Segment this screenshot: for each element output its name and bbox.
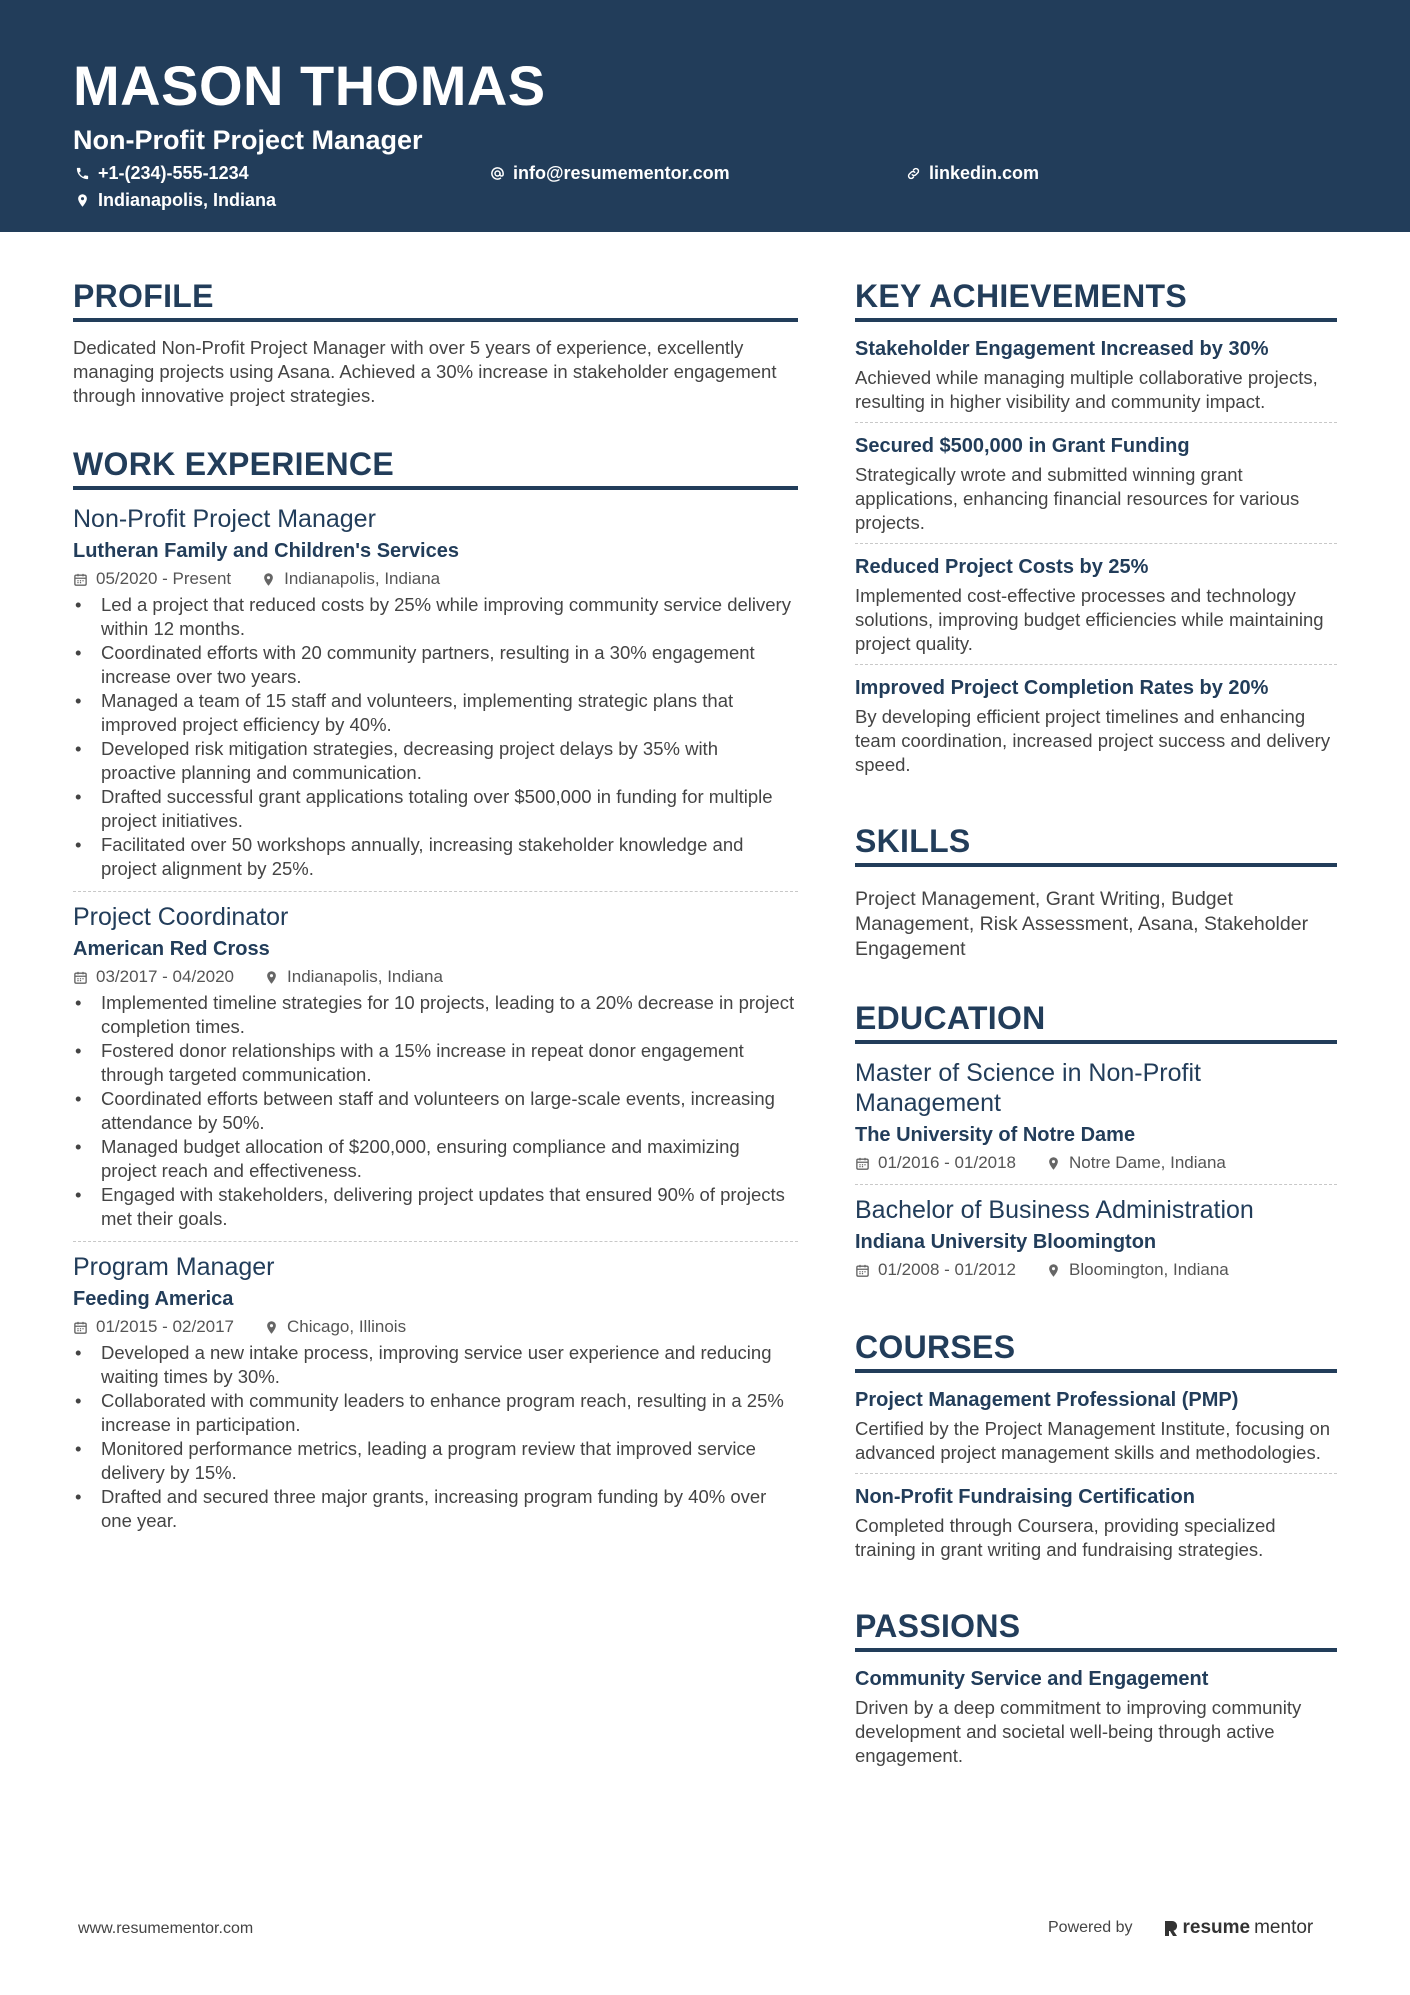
- location-text: Bloomington, Indiana: [1069, 1260, 1229, 1279]
- job-bullet: • Managed budget allocation of $200,000, ensuring compliance and maximizing project reach and effectiveness.: [73, 1135, 798, 1183]
- calendar-icon: [855, 1156, 870, 1171]
- achievements-description: Implemented cost-effective processes and technology solutions, improving budget efficiencies while maintaining project quality.: [855, 585, 1324, 654]
- job-list: [73, 504, 798, 1543]
- location-pin-icon: [1046, 1263, 1061, 1278]
- date-text: 05/2020 - Present: [96, 569, 232, 588]
- email-text[interactable]: info@resumementor.com: [513, 163, 730, 183]
- education-entry: [855, 1195, 1337, 1291]
- job-entry: [73, 504, 798, 892]
- right-column: [855, 280, 1337, 1816]
- date-text: 01/2016 - 01/2018: [878, 1153, 1017, 1172]
- courses-description: Certified by the Project Management Institute, focusing on advanced project management skills and methodologies.: [855, 1418, 1331, 1463]
- section-heading-experience: WORK EXPERIENCE: [73, 448, 798, 490]
- courses-section: [855, 1331, 1337, 1570]
- passion-list: [855, 1666, 1337, 1776]
- section-heading-skills: SKILLS: [855, 825, 1337, 867]
- achievements-entry: [855, 433, 1337, 544]
- location-pin-icon: [1046, 1156, 1061, 1171]
- calendar-icon: [73, 970, 88, 985]
- section-heading-education: EDUCATION: [855, 1002, 1337, 1044]
- achievement-list: [855, 336, 1337, 785]
- passions-section: [855, 1610, 1337, 1776]
- passions-entry: [855, 1666, 1337, 1776]
- date-range: [73, 1316, 234, 1338]
- job-bullet: • Developed risk mitigation strategies, decreasing project delays by 35% with proactive planning and communication.: [73, 737, 798, 785]
- brand-name-bold: resume: [1182, 1917, 1251, 1938]
- achievements-title: Secured $500,000 in Grant Funding: [855, 435, 1190, 457]
- passions-description: Driven by a deep commitment to improving community development and societal well-being through active engagement.: [855, 1697, 1302, 1766]
- date-text: 01/2015 - 02/2017: [96, 1317, 235, 1336]
- school-name: The University of Notre Dame: [855, 1124, 1136, 1146]
- achievements-description: Achieved while managing multiple collaborative projects, resulting in higher visibility and community impact.: [855, 367, 1318, 412]
- date-text: 01/2008 - 01/2012: [878, 1260, 1017, 1279]
- location-text: Indianapolis, Indiana: [284, 569, 441, 588]
- job-bullet: • Managed a team of 15 staff and volunteers, implementing strategic plans that improved project efficiency by 40%.: [73, 689, 798, 737]
- section-heading-passions: PASSIONS: [855, 1610, 1337, 1652]
- job-title: Program Manager: [73, 1253, 275, 1281]
- courses-entry: [855, 1484, 1337, 1570]
- date-range: [855, 1152, 1016, 1174]
- linkedin-text[interactable]: linkedin.com: [929, 163, 1040, 183]
- location-pin-icon: [261, 572, 276, 587]
- entry-location: [1046, 1152, 1226, 1174]
- job-title: Project Coordinator: [73, 903, 289, 931]
- company-name: Lutheran Family and Children's Services: [73, 540, 459, 562]
- job-bullet: • Coordinated efforts with 20 community partners, resulting in a 30% engagement increase over two years.: [73, 641, 798, 689]
- section-heading-courses: COURSES: [855, 1331, 1337, 1373]
- entry-meta: [73, 966, 798, 988]
- location-text: Chicago, Illinois: [287, 1317, 407, 1336]
- job-bullet: • Monitored performance metrics, leading a program review that improved service delivery by 15%.: [73, 1437, 798, 1485]
- profile-text: Dedicated Non-Profit Project Manager with over 5 years of experience, excellently managing projects using Asana. Achieved a 30% increase in stakeholder engagement through innovative project strategies.: [73, 337, 777, 406]
- location-pin-icon: [264, 1320, 279, 1335]
- job-entry: [73, 1252, 798, 1543]
- phone-text: +1-(234)-555-1234: [98, 163, 249, 183]
- location-text: Indianapolis, Indiana: [98, 190, 277, 210]
- entry-meta: [855, 1259, 1337, 1281]
- link-icon: [906, 166, 921, 181]
- section-heading-profile: PROFILE: [73, 280, 798, 322]
- contact-email[interactable]: [490, 164, 730, 182]
- candidate-name: MASON THOMAS: [73, 54, 546, 117]
- date-range: [73, 966, 234, 988]
- job-bullet: • Fostered donor relationships with a 15% increase in repeat donor engagement through targeted communication.: [73, 1039, 798, 1087]
- company-name: American Red Cross: [73, 938, 270, 960]
- achievements-title: Reduced Project Costs by 25%: [855, 556, 1149, 578]
- entry-location: [1046, 1259, 1229, 1281]
- entry-meta: [73, 1316, 798, 1338]
- achievements-entry: [855, 675, 1337, 785]
- courses-title: Project Management Professional (PMP): [855, 1389, 1239, 1411]
- course-list: [855, 1387, 1337, 1570]
- achievements-entry: [855, 554, 1337, 665]
- job-bullet: • Implemented timeline strategies for 10 projects, leading to a 20% decrease in project completion times.: [73, 991, 798, 1039]
- job-bullet: • Led a project that reduced costs by 25% while improving community service delivery within 12 months.: [73, 593, 798, 641]
- date-range: [73, 568, 231, 590]
- entry-location: [264, 966, 443, 988]
- education-entry: [855, 1058, 1337, 1185]
- calendar-icon: [73, 572, 88, 587]
- entry-location: [261, 568, 440, 590]
- entry-meta: [73, 568, 798, 590]
- calendar-icon: [855, 1263, 870, 1278]
- job-bullet: • Drafted successful grant applications totaling over $500,000 in funding for multiple project initiatives.: [73, 785, 798, 833]
- job-bullets: [73, 991, 798, 1231]
- entry-location: [264, 1316, 406, 1338]
- courses-title: Non-Profit Fundraising Certification: [855, 1486, 1195, 1508]
- powered-by-text: Powered by: [1048, 1919, 1133, 1936]
- passions-title: Community Service and Engagement: [855, 1668, 1209, 1690]
- experience-section: [73, 448, 798, 1543]
- section-heading-achievements: KEY ACHIEVEMENTS: [855, 280, 1337, 322]
- education-list: [855, 1058, 1337, 1291]
- achievements-section: [855, 280, 1337, 785]
- courses-description: Completed through Coursera, providing specialized training in grant writing and fundraising strategies.: [855, 1515, 1276, 1560]
- location-text: Notre Dame, Indiana: [1069, 1153, 1226, 1172]
- courses-entry: [855, 1387, 1337, 1474]
- achievements-entry: [855, 336, 1337, 423]
- education-section: [855, 1002, 1337, 1291]
- job-bullet: • Developed a new intake process, improving service user experience and reducing waiting times by 30%.: [73, 1341, 798, 1389]
- job-bullet: • Drafted and secured three major grants, increasing program funding by 40% over one year.: [73, 1485, 798, 1533]
- achievements-description: By developing efficient project timelines and enhancing team coordination, increased project success and delivery speed.: [855, 706, 1331, 775]
- degree-name: Bachelor of Business Administration: [855, 1196, 1254, 1224]
- location-pin-icon: [75, 193, 90, 208]
- entry-meta: [855, 1152, 1337, 1174]
- job-bullet: • Coordinated efforts between staff and volunteers on large-scale events, increasing attendance by 50%.: [73, 1087, 798, 1135]
- job-bullets: [73, 593, 798, 881]
- skills-text: Project Management, Grant Writing, Budget Management, Risk Assessment, Asana, Stakeholder Engagement: [855, 888, 1309, 960]
- skills-section: [855, 825, 1337, 962]
- job-bullet: • Collaborated with community leaders to enhance program reach, resulting in a 25% increase in participation.: [73, 1389, 798, 1437]
- phone-icon: [75, 166, 90, 181]
- contact-location: [75, 191, 276, 209]
- left-column: [73, 280, 798, 1583]
- brand-logo[interactable]: [1163, 1917, 1314, 1939]
- achievements-description: Strategically wrote and submitted winning grant applications, enhancing financial resources for various projects.: [855, 464, 1300, 533]
- resume-header: [0, 0, 1410, 232]
- job-bullets: [73, 1341, 798, 1533]
- achievements-title: Improved Project Completion Rates by 20%: [855, 677, 1269, 699]
- contact-phone: [75, 164, 249, 182]
- profile-section: [73, 280, 798, 408]
- footer-branding: [1048, 1917, 1313, 1939]
- date-range: [855, 1259, 1016, 1281]
- contact-linkedin[interactable]: [906, 164, 1039, 182]
- job-entry: [73, 902, 798, 1242]
- job-bullet: • Facilitated over 50 workshops annually, increasing stakeholder knowledge and project alignment by 25%.: [73, 833, 798, 881]
- company-name: Feeding America: [73, 1288, 234, 1310]
- resumementor-logo-icon: [1163, 1919, 1179, 1937]
- date-text: 03/2017 - 04/2020: [96, 967, 235, 986]
- school-name: Indiana University Bloomington: [855, 1231, 1157, 1253]
- candidate-title: Non-Profit Project Manager: [73, 125, 423, 155]
- location-text: Indianapolis, Indiana: [287, 967, 443, 986]
- degree-name: Master of Science in Non-Profit Management: [855, 1059, 1201, 1117]
- job-title: Non-Profit Project Manager: [73, 505, 376, 533]
- at-icon: [490, 166, 505, 181]
- achievements-title: Stakeholder Engagement Increased by 30%: [855, 338, 1269, 360]
- brand-name-light: mentor: [1254, 1917, 1314, 1938]
- footer-website[interactable]: www.resumementor.com: [78, 1920, 254, 1937]
- location-pin-icon: [264, 970, 279, 985]
- job-bullet: • Engaged with stakeholders, delivering project updates that ensured 90% of projects met their goals.: [73, 1183, 798, 1231]
- calendar-icon: [73, 1320, 88, 1335]
